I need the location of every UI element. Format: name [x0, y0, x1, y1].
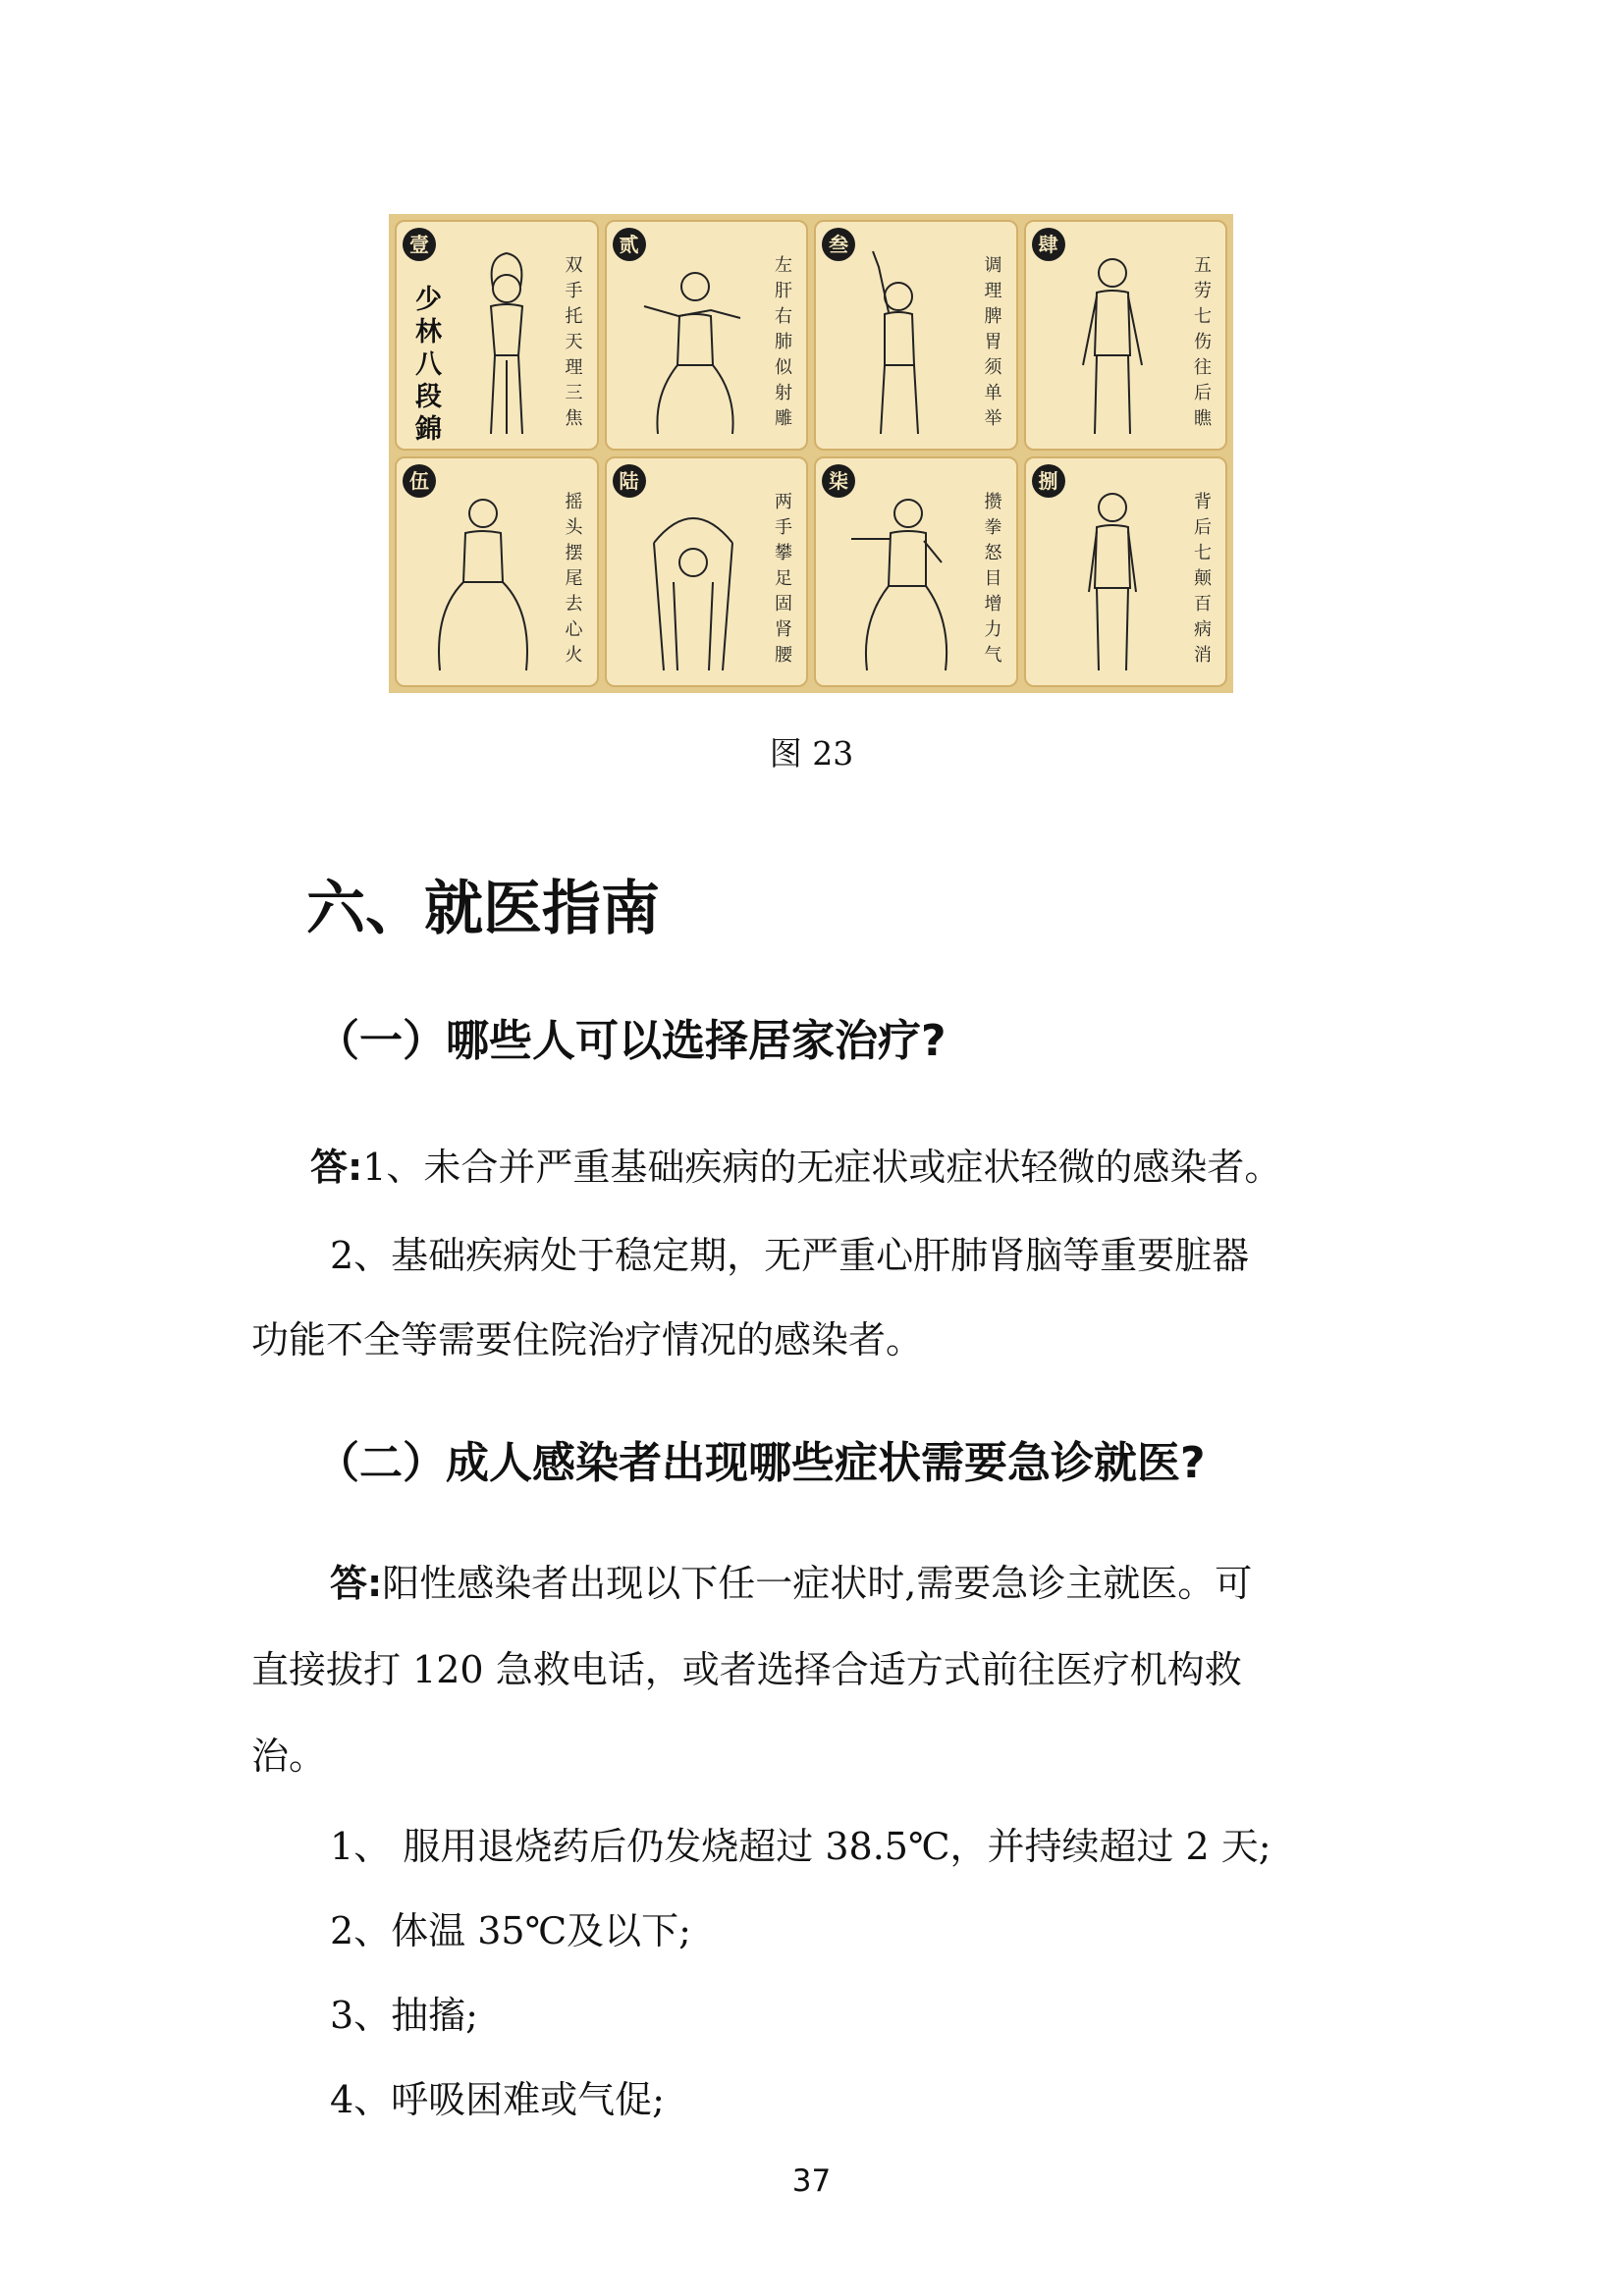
panel-number: 捌 [1032, 464, 1065, 498]
question-heading-1: （一）哪些人可以选择居家治疗? [316, 1016, 947, 1066]
panel-number: 叁 [822, 228, 855, 261]
person-one-arm-up-illustration [843, 247, 961, 444]
exercise-panel-3 [814, 220, 1018, 451]
figure-caption: 图 23 [769, 734, 854, 773]
answer-2-line-1 [330, 1553, 1252, 1607]
question-heading-2: （二）成人感染者出现哪些症状需要急诊就医? [316, 1438, 1206, 1488]
panel-number: 柒 [822, 464, 855, 498]
series-title: 少林八段錦 [410, 285, 441, 447]
panel-motto: 两手攀足固肾腰 [772, 492, 792, 670]
panel-number: 壹 [403, 228, 436, 261]
exercise-panel-6 [605, 456, 809, 687]
page-number: 37 [791, 2163, 832, 2199]
answer-label: 答: [310, 1146, 363, 1189]
exercise-panel-5 [395, 456, 599, 687]
symptom-item: 4、呼吸困难或气促; [330, 2078, 665, 2121]
answer-text: 1、未合并严重基础疾病的无症状或症状轻微的感染者。 [362, 1146, 1282, 1189]
panel-motto: 背后七颠百病消 [1191, 492, 1212, 670]
answer-1-line-3: 功能不全等需要住院治疗情况的感染者。 [251, 1318, 924, 1362]
exercise-panel-2 [605, 220, 809, 451]
panel-motto: 调理脾胃须单举 [981, 255, 1002, 434]
panel-number: 肆 [1032, 228, 1065, 261]
symptom-item: 1、 服用退烧药后仍发烧超过 38.5℃，并持续超过 2 天; [330, 1825, 1271, 1868]
baduanjin-figure [389, 214, 1233, 693]
answer-label: 答: [330, 1562, 383, 1605]
person-punch-illustration [843, 484, 961, 680]
panel-motto: 五劳七伤往后瞧 [1191, 255, 1212, 434]
person-arms-up-illustration [448, 247, 566, 444]
exercise-panel-4 [1024, 220, 1228, 451]
symptom-item: 3、抽搐; [330, 1994, 478, 2037]
person-look-back-illustration [1054, 247, 1171, 444]
person-archer-illustration [634, 247, 752, 444]
panel-motto: 左肝右肺似射雕 [772, 255, 792, 434]
answer-1-line-2: 2、基础疾病处于稳定期，无严重心肝肺肾脑等重要脏器 [330, 1234, 1250, 1277]
panel-motto: 双手托天理三焦 [562, 255, 583, 434]
person-standing-illustration [1054, 484, 1171, 680]
panel-motto: 攒拳怒目增力气 [981, 492, 1002, 670]
panel-number: 伍 [403, 464, 436, 498]
answer-2-line-2: 直接拔打 120 急救电话，或者选择合适方式前往医疗机构救 [251, 1648, 1242, 1691]
answer-1-line-1 [310, 1137, 1281, 1191]
section-title: 六、就医指南 [306, 875, 660, 943]
panel-number: 陆 [613, 464, 646, 498]
exercise-panel-1 [395, 220, 599, 451]
exercise-panel-7 [814, 456, 1018, 687]
symptom-item: 2、体温 35℃及以下; [330, 1909, 691, 1952]
answer-2-line-3: 治。 [251, 1735, 327, 1778]
panel-number: 贰 [613, 228, 646, 261]
person-bend-forward-illustration [634, 484, 752, 680]
exercise-panel-8 [1024, 456, 1228, 687]
answer-text: 阳性感染者出现以下任一症状时,需要急诊主就医。可 [382, 1562, 1253, 1605]
panel-motto: 摇头摆尾去心火 [562, 492, 583, 670]
person-horse-stance-illustration [424, 484, 542, 680]
